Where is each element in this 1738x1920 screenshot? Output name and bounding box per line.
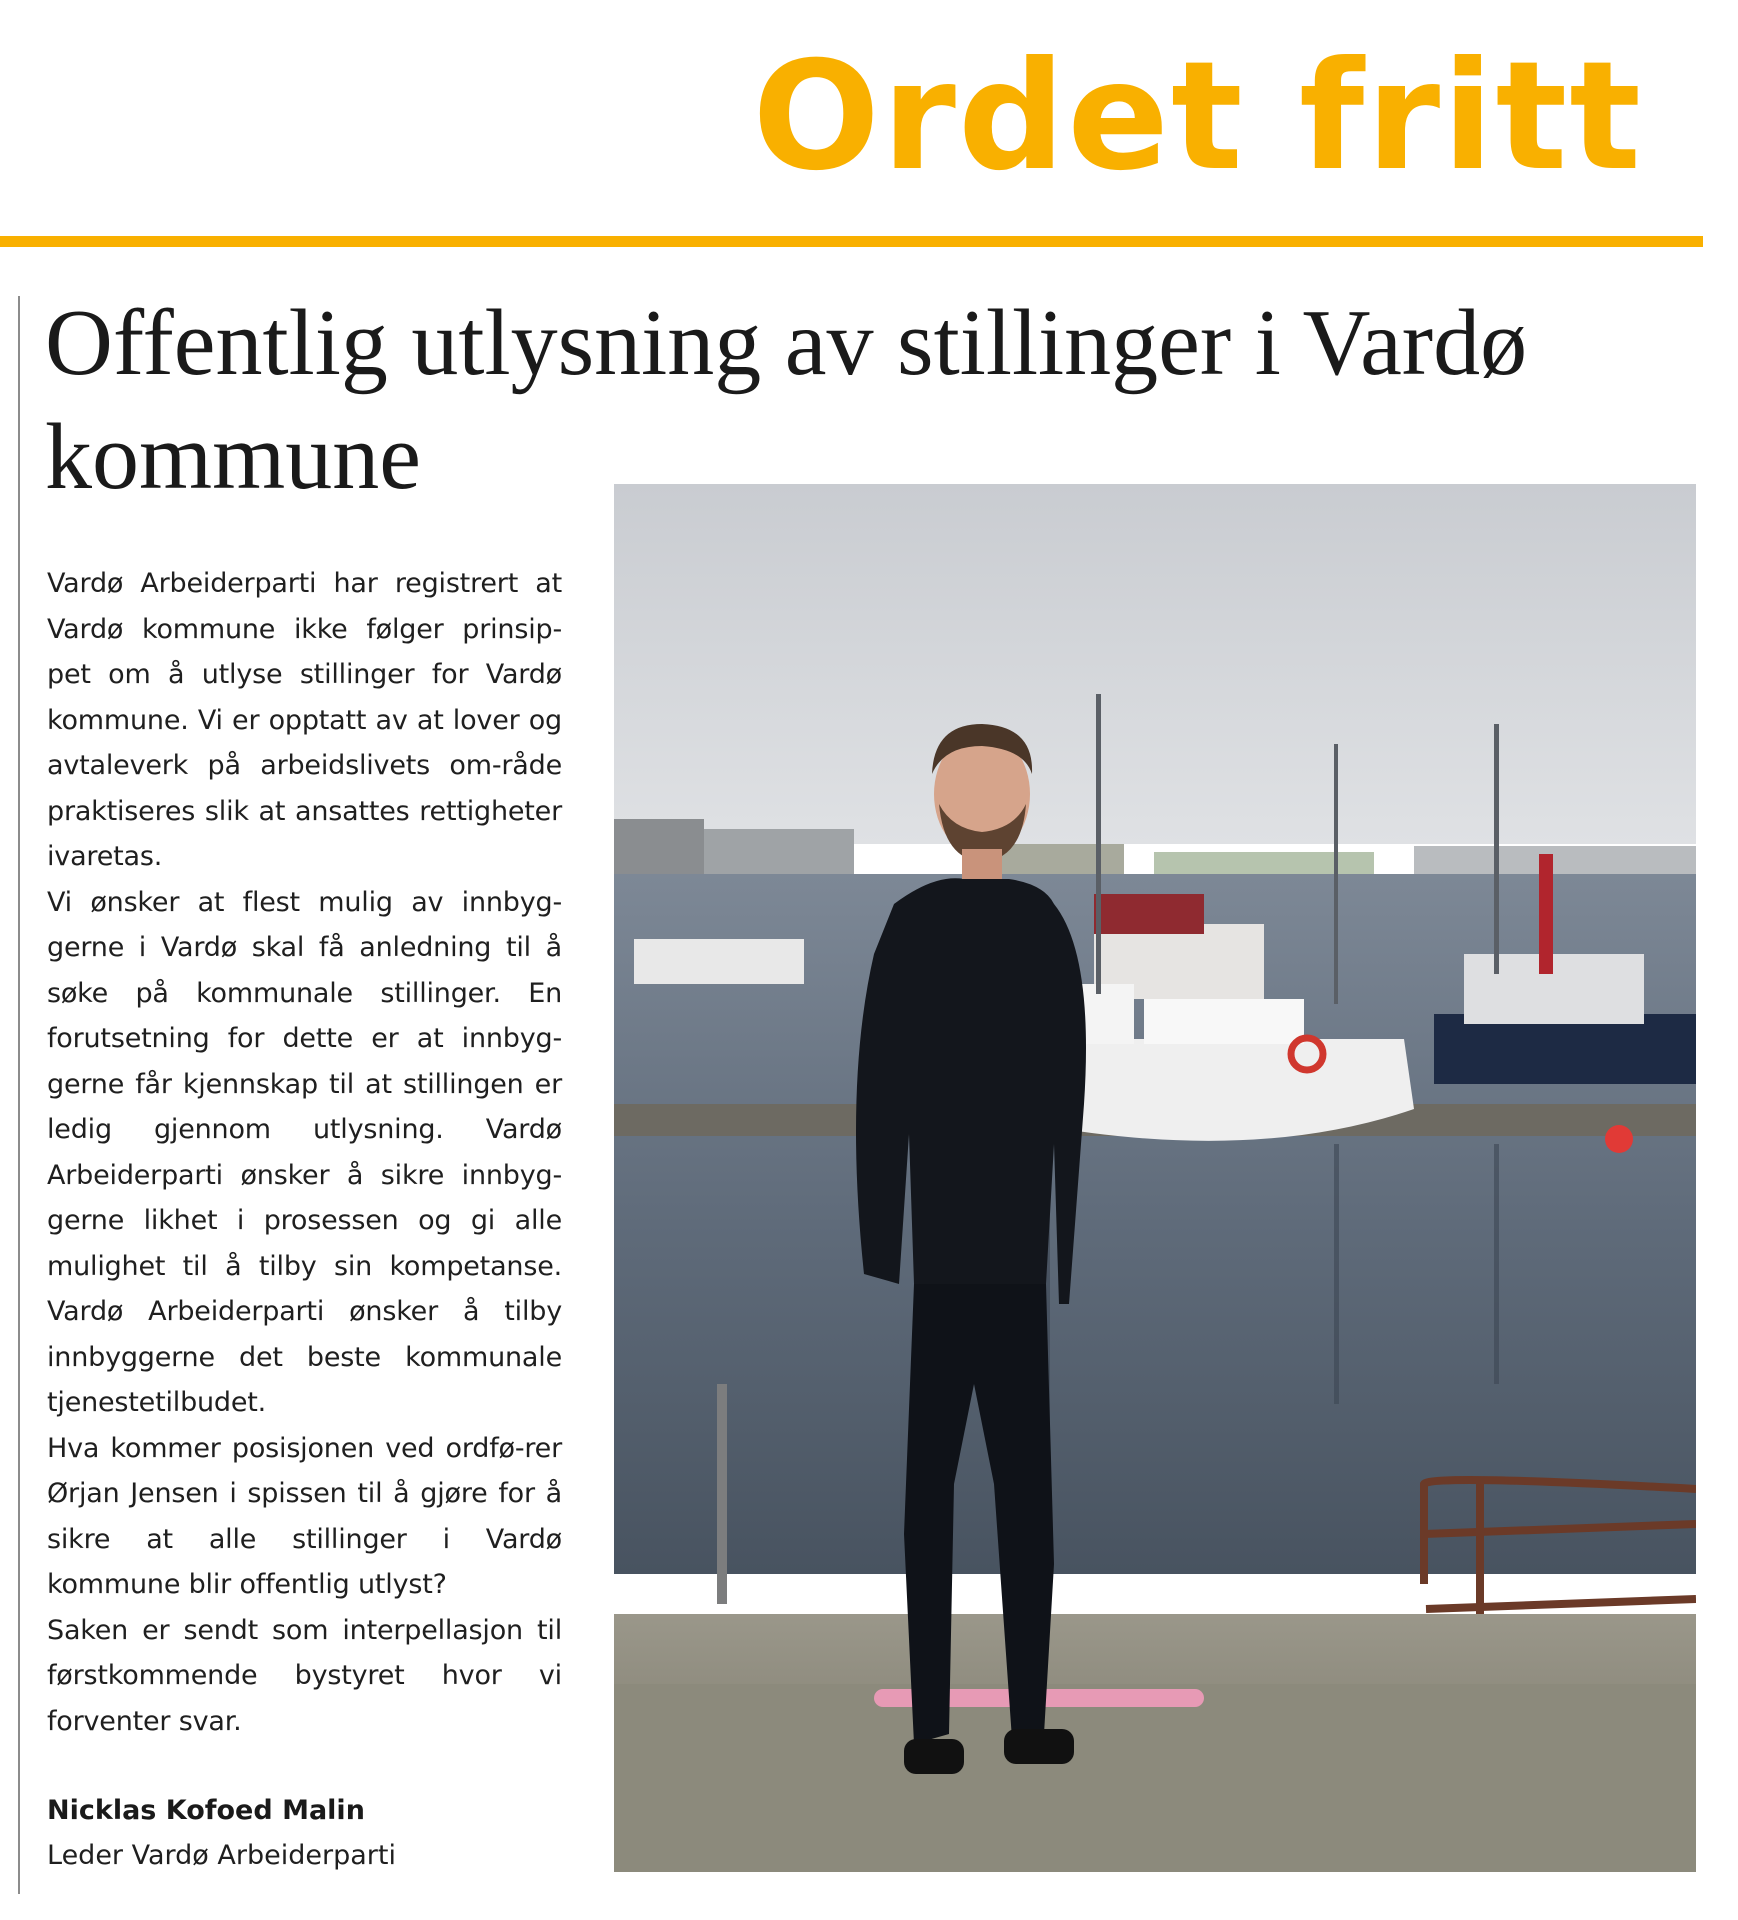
boat-mast [1494,724,1499,974]
distant-building [704,829,854,874]
article-photo [614,484,1696,1872]
boat-hull [1434,1014,1696,1084]
article-body [47,561,562,1744]
reflection [1334,1144,1339,1404]
quay-edge [614,1684,1696,1872]
boat-cabin [1144,999,1304,1044]
article-paragraph: Saken er sendt som interpellasjon til førstkommende bystyret hvor vi forventer svar. [47,1614,562,1737]
shoe [904,1739,964,1774]
neck [962,849,1002,879]
author-name: Nicklas Kofoed Malin [47,1795,365,1826]
sky [614,484,1696,844]
reflection [1494,1144,1499,1384]
section-divider [0,236,1703,247]
distant-building [1154,852,1374,876]
boat-mast [1096,694,1101,994]
article-paragraph: Vi ønsker at flest mulig av innbyg-gerne i Vardø skal få anledning til å søke på kommunale stillinger. En forutsetning for dette er at innbyg-gerne får kjennskap til at stillingen er ledig gjennom utlysning. Vardø Arbeiderparti ønsker å sikre innbyg-gerne likhet i prosessen og gi alle mulighet til å tilby sin kompetanse. Vardø Arbeiderparti ønsker å tilby innbyggerne det beste kommunale tjenestetilbudet. [47,886,562,1418]
article-paragraph: Hva kommer posisjonen ved ordfø-rer Ørjan Jensen i spissen til å gjøre for å sikre at alle stillinger i Vardø kommune blir offentlig utlyst? [47,1432,562,1600]
author-role: Leder Vardø Arbeiderparti [47,1840,396,1871]
distant-building [1414,846,1696,876]
boat-hull [1094,894,1204,934]
boat-cabin [1464,954,1644,1024]
boat-mast [1334,744,1338,1004]
column-divider [18,296,20,1894]
buoy [1605,1125,1633,1153]
boat-hull [634,939,804,984]
author-byline [47,1788,567,1878]
shoe [1004,1729,1074,1764]
pole [717,1384,727,1604]
article-headline: Offentlig utlysning av stillinger i Vardø kommune [45,291,1528,509]
boat-crane [1539,854,1553,974]
distant-building [614,819,704,874]
section-title: Ordet fritt [752,30,1643,204]
article-paragraph: Vardø Arbeiderparti har registrert at Vardø kommune ikke følger prinsip-pet om å utlyse stillinger for Vardø kommune. Vi er opptatt av at lover og avtaleverk på arbeidslivets om-råde praktiseres slik at ansattes rettigheter ivaretas. [47,568,562,872]
